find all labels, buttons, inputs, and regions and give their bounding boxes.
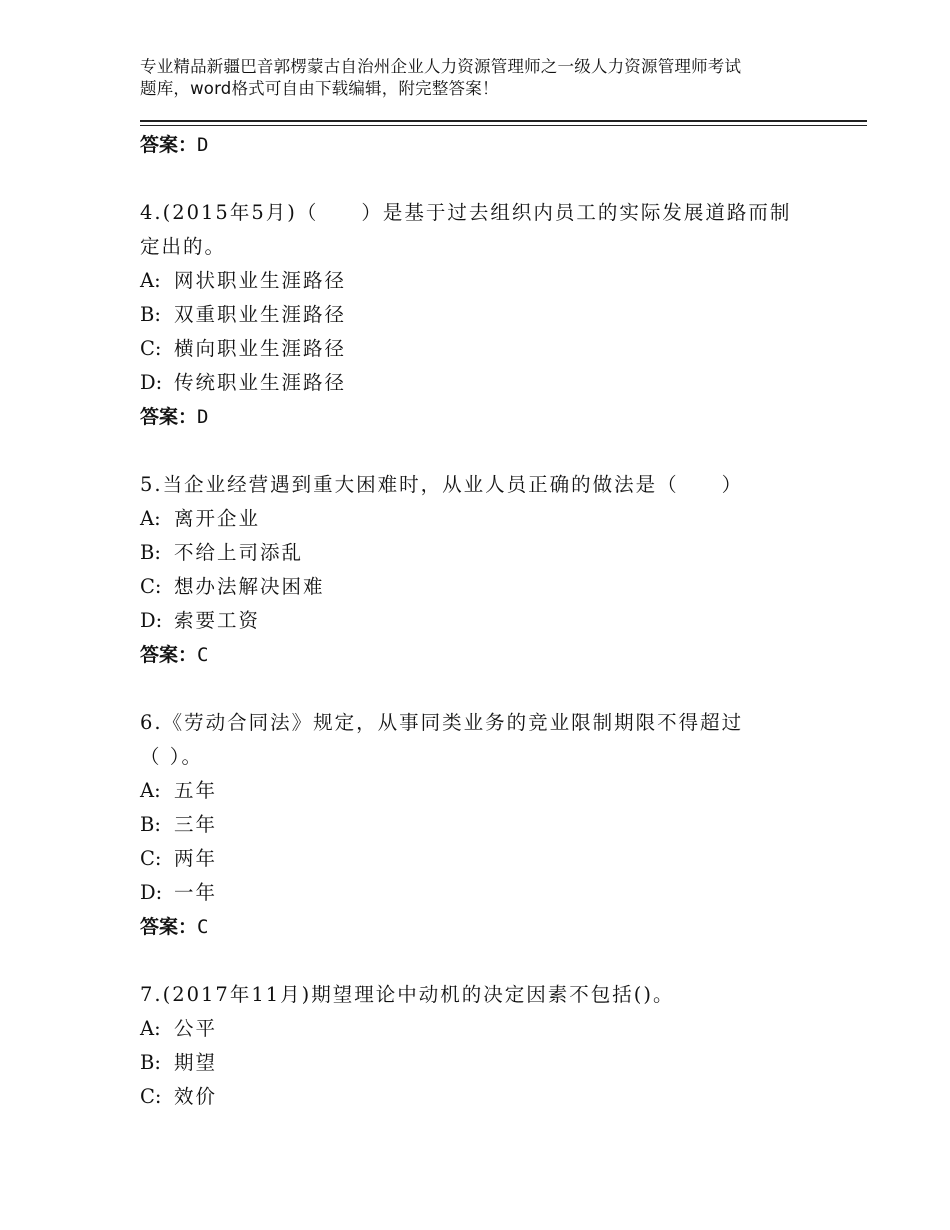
answer-value: D [197, 406, 209, 428]
answer-line [140, 400, 830, 434]
option-key: C: [140, 1085, 162, 1108]
option-d [140, 366, 830, 400]
option-text: 一年 [174, 881, 218, 904]
question-text-line: 6.《劳动合同法》规定，从事同类业务的竞业限制期限不得超过 [140, 711, 744, 734]
answer-value: C [197, 916, 209, 938]
option-key: A: [140, 779, 161, 802]
option-text: 双重职业生涯路径 [174, 303, 347, 326]
question-4 [140, 196, 830, 434]
option-d [140, 876, 830, 910]
option-key: B: [140, 303, 161, 326]
option-text: 传统职业生涯路径 [174, 371, 347, 394]
option-text: 公平 [174, 1017, 218, 1040]
option-b [140, 808, 830, 842]
option-text: 两年 [174, 847, 218, 870]
option-c [140, 570, 830, 604]
option-key: B: [140, 541, 161, 564]
answer-label: 答案： [140, 644, 198, 666]
option-key: A: [140, 1017, 161, 1040]
answer-label: 答案： [140, 406, 198, 428]
question-text-line: （ ）。 [140, 745, 203, 768]
option-a [140, 502, 830, 536]
header-divider-thin [140, 125, 867, 126]
option-key: C: [140, 575, 162, 598]
option-key: C: [140, 847, 162, 870]
option-key: D: [140, 881, 163, 904]
answer-line [140, 638, 830, 672]
option-text: 索要工资 [174, 609, 261, 632]
question-text-line: 定出的。 [140, 235, 227, 258]
answer-line [140, 910, 830, 944]
question-6 [140, 706, 830, 944]
option-key: A: [140, 269, 161, 292]
option-text: 三年 [174, 813, 218, 836]
question-text-line: 5.当企业经营遇到重大困难时，从业人员正确的做法是（ ） [140, 473, 744, 496]
option-text: 不给上司添乱 [174, 541, 304, 564]
answer-label: 答案： [140, 134, 198, 156]
question-5 [140, 468, 830, 672]
answer-value: D [197, 134, 209, 156]
option-text: 横向职业生涯路径 [174, 337, 347, 360]
option-text: 效价 [174, 1085, 218, 1108]
option-key: D: [140, 371, 163, 394]
question-text-line: 4.(2015年5月)（ ）是基于过去组织内员工的实际发展道路而制 [140, 201, 792, 224]
option-a [140, 264, 830, 298]
option-key: C: [140, 337, 162, 360]
option-text: 期望 [174, 1051, 218, 1074]
answer-value: C [197, 644, 209, 666]
option-a [140, 1012, 830, 1046]
option-key: D: [140, 609, 163, 632]
document-header [140, 56, 830, 100]
spacer [140, 162, 830, 196]
option-c [140, 332, 830, 366]
option-text: 网状职业生涯路径 [174, 269, 347, 292]
option-c [140, 1080, 830, 1114]
option-text: 离开企业 [174, 507, 261, 530]
option-d [140, 604, 830, 638]
spacer [140, 944, 830, 978]
answer-line [140, 128, 830, 162]
question-text-line: 7.(2017年11月)期望理论中动机的决定因素不包括()。 [140, 983, 675, 1006]
option-a [140, 774, 830, 808]
option-key: B: [140, 813, 161, 836]
option-text: 五年 [174, 779, 218, 802]
header-line-1: 专业精品新疆巴音郭楞蒙古自治州企业人力资源管理师之一级人力资源管理师考试 [140, 57, 742, 76]
option-b [140, 1046, 830, 1080]
option-b [140, 536, 830, 570]
question-content [140, 128, 830, 1114]
spacer [140, 672, 830, 706]
question-7 [140, 978, 830, 1114]
header-divider-thick [140, 120, 867, 122]
option-b [140, 298, 830, 332]
option-key: B: [140, 1051, 161, 1074]
answer-label: 答案： [140, 916, 198, 938]
option-text: 想办法解决困难 [174, 575, 325, 598]
spacer [140, 434, 830, 468]
option-key: A: [140, 507, 161, 530]
option-c [140, 842, 830, 876]
header-line-2: 题库，word格式可自由下载编辑，附完整答案！ [140, 79, 499, 98]
